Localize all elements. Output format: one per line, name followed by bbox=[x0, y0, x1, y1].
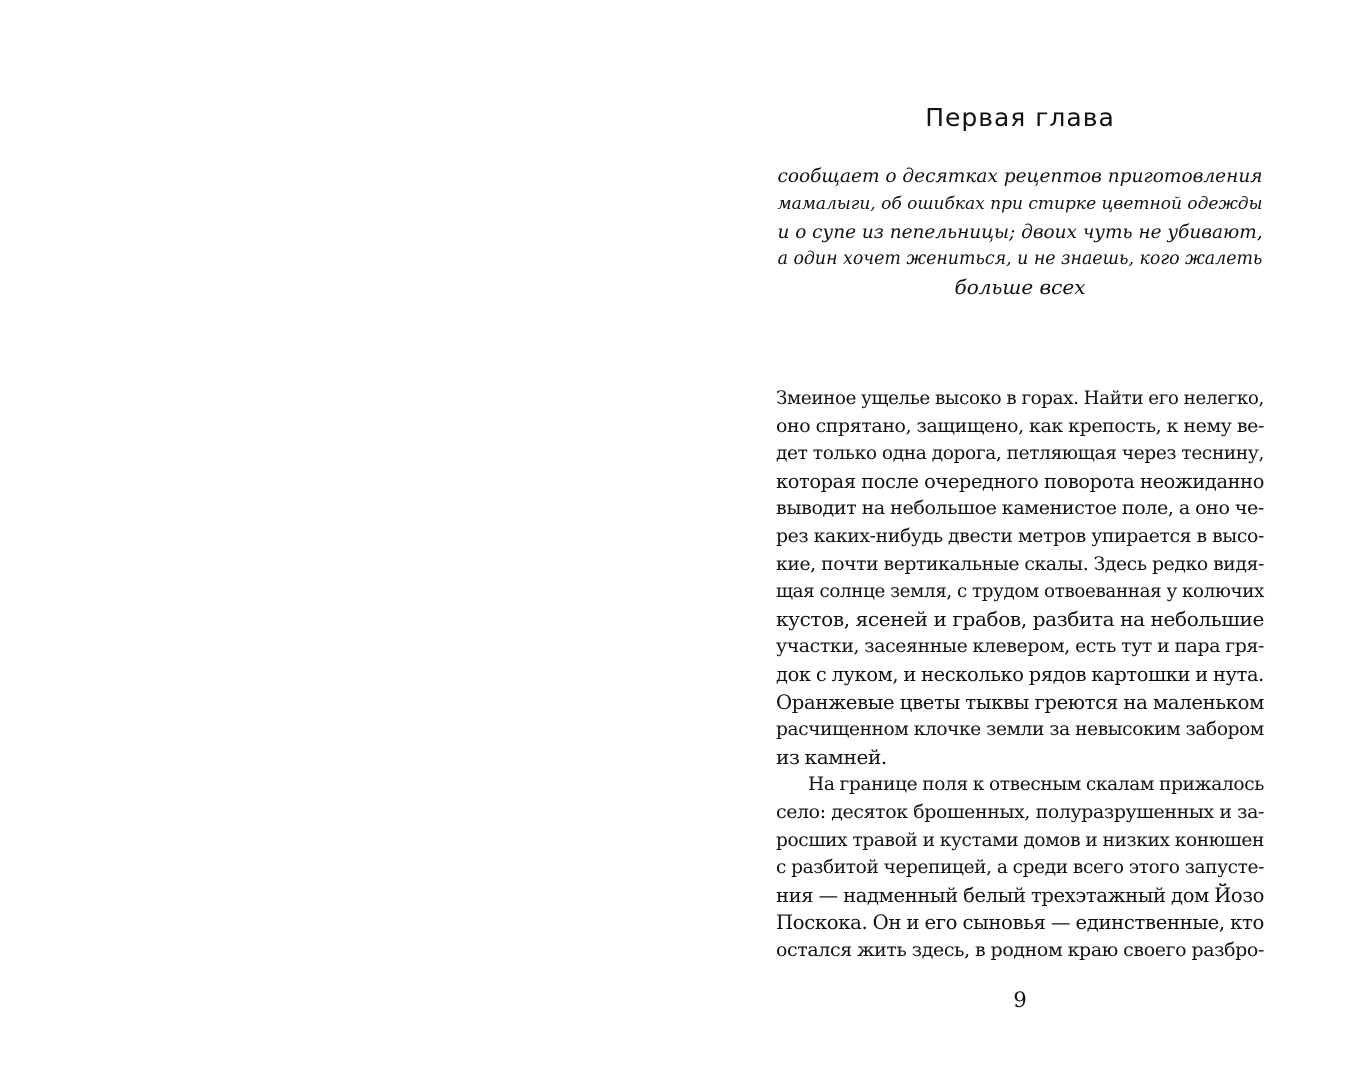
epigraph-line: и о супе из пепельницы; двоих чуть не убивают, bbox=[777, 221, 1263, 243]
text-line: щая солнце земля, с трудом отвоеванная у колючих bbox=[776, 581, 1264, 603]
epigraph-line: больше всех bbox=[954, 275, 1086, 300]
text-line: росших травой и кустами домов и низких конюшен bbox=[776, 829, 1264, 851]
text-line: Змеиное ущелье высоко в горах. Найти его нелегко, bbox=[776, 388, 1264, 409]
epigraph-line: сообщает о десятках рецептов приготовления bbox=[777, 166, 1263, 187]
page-number: 9 bbox=[1013, 988, 1027, 1012]
epigraph-line: мамалыги, об ошибках при стирке цветной одежды bbox=[777, 193, 1263, 214]
text-line: Оранжевые цветы тыквы греются на маленьком bbox=[776, 690, 1264, 714]
text-line: остался жить здесь, в родном краю своего разбро- bbox=[776, 938, 1264, 961]
text-line: село: десяток брошенных, полуразрушенных и за- bbox=[776, 800, 1264, 823]
text-line: выводит на небольшое каменистое поле, а оно че- bbox=[776, 497, 1264, 520]
text-line: Поскока. Он и его сыновья — единственные, кто bbox=[776, 911, 1264, 935]
text-line: На границе поля к отвесным скалам прижалось bbox=[808, 774, 1264, 796]
text-line: дет только одна дорога, петляющая через теснину, bbox=[776, 443, 1264, 465]
epigraph-line: а один хочет жениться, и не знаешь, кого жалеть bbox=[777, 249, 1263, 270]
text-line: расчищенном клочке земли за невысоким забором bbox=[776, 719, 1264, 741]
text-line: рез каких-нибудь двести метров упирается в высо- bbox=[776, 525, 1264, 547]
text-line: с разбитой черепицей, а среди всего этого запусте- bbox=[776, 857, 1264, 879]
chapter-title: Первая глава bbox=[925, 103, 1115, 132]
text-line: док с луком, и несколько рядов картошки и нута. bbox=[776, 662, 1264, 686]
body-text bbox=[776, 385, 1264, 964]
text-line: из камней. bbox=[776, 744, 887, 769]
chapter-epigraph bbox=[776, 163, 1264, 302]
text-line: ния — надменный белый трехэтажный дом Йозо bbox=[776, 883, 1264, 907]
text-line: кие, почти вертикальные скалы. Здесь редко видя- bbox=[776, 553, 1264, 575]
text-line: оно спрятано, защищено, как крепость, к нему ве- bbox=[776, 414, 1264, 437]
text-line: которая после очередного поворота неожиданно bbox=[776, 469, 1264, 493]
left-page-blank bbox=[0, 0, 685, 1080]
text-line: кустов, ясеней и грабов, разбита на небольшие bbox=[776, 606, 1264, 631]
text-line: участки, засеянные клевером, есть тут и пара гря- bbox=[776, 636, 1264, 658]
